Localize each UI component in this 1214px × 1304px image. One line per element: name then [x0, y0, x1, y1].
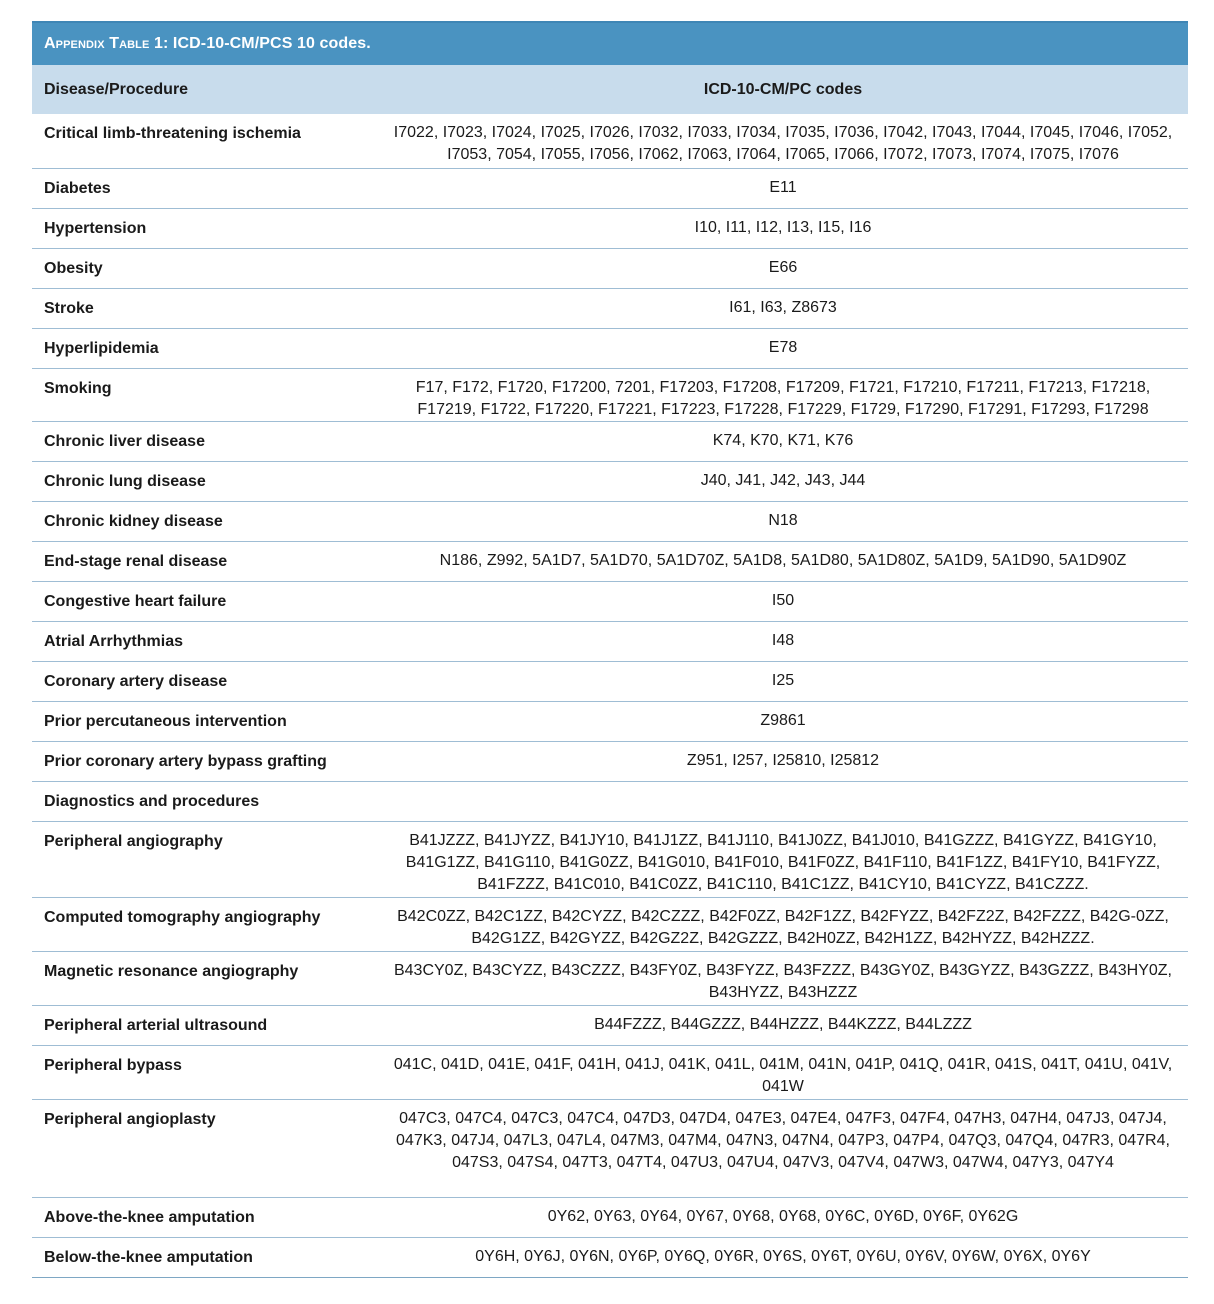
table-row — [32, 742, 1188, 782]
table-row — [32, 662, 1188, 702]
table-row — [32, 1006, 1188, 1046]
table-row — [32, 1238, 1188, 1278]
table-row — [32, 502, 1188, 542]
table-title-prefix: Appendix Table 1: — [44, 35, 169, 52]
table-row — [32, 582, 1188, 622]
row-codes: I48 — [771, 632, 795, 649]
row-codes: I50 — [771, 592, 795, 609]
table-row — [32, 462, 1188, 502]
table-title-rest: ICD-10-CM/PCS 10 codes. — [168, 35, 371, 52]
row-label: Hypertension — [44, 220, 147, 237]
row-label: Above-the-knee amputation — [44, 1209, 255, 1226]
row-codes: 0Y6H, 0Y6J, 0Y6N, 0Y6P, 0Y6Q, 0Y6R, 0Y6S, 0Y6T, 0Y6U, 0Y6V, 0Y6W, 0Y6X, 0Y6Y — [475, 1248, 1091, 1265]
row-label: Congestive heart failure — [44, 593, 227, 610]
row-label: Peripheral angioplasty — [44, 1111, 216, 1128]
table-row — [32, 952, 1188, 1006]
row-codes: 041C, 041D, 041E, 041F, 041H, 041J, 041K, 041L, 041M, 041N, 041P, 041Q, 041R, 041S, 041T, 041U, 041V, 041W — [393, 1056, 1173, 1095]
table-header-row — [32, 65, 1188, 114]
row-label: Critical limb-threatening ischemia — [44, 125, 301, 142]
row-label: Obesity — [44, 260, 103, 277]
row-label: Chronic lung disease — [44, 473, 206, 490]
table-row — [32, 1198, 1188, 1238]
row-codes: E11 — [769, 179, 797, 196]
table-body — [32, 114, 1188, 1278]
table-row — [32, 249, 1188, 289]
row-label: Hyperlipidemia — [44, 340, 159, 357]
table-row — [32, 822, 1188, 898]
table-row — [32, 329, 1188, 369]
row-codes: J40, J41, J42, J43, J44 — [700, 472, 866, 489]
row-codes: B42C0ZZ, B42C1ZZ, B42CYZZ, B42CZZZ, B42F0ZZ, B42F1ZZ, B42FYZZ, B42FZ2Z, B42FZZZ, B42G-0ZZ, B42G1ZZ, B42GYZZ, B42GZ2Z, B42GZZZ, B42H0ZZ, B42H1ZZ, B42HYZZ, B42HZZZ. — [397, 908, 1169, 947]
row-label: Stroke — [44, 300, 94, 317]
row-codes: N18 — [768, 512, 798, 529]
row-codes: Z9861 — [760, 712, 806, 729]
table-row — [32, 369, 1188, 422]
row-codes: E66 — [768, 259, 798, 276]
row-label: Atrial Arrhythmias — [44, 633, 183, 650]
table-row — [32, 169, 1188, 209]
table-row — [32, 1100, 1188, 1198]
row-codes: I61, I63, Z8673 — [729, 299, 837, 316]
row-codes: B44FZZZ, B44GZZZ, B44HZZZ, B44KZZZ, B44LZZZ — [594, 1016, 972, 1033]
row-codes: Z951, I257, I25810, I25812 — [686, 752, 880, 769]
table-row — [32, 782, 1188, 822]
row-codes: 0Y62, 0Y63, 0Y64, 0Y67, 0Y68, 0Y68, 0Y6C, 0Y6D, 0Y6F, 0Y62G — [547, 1208, 1019, 1225]
row-codes: 047C3, 047C4, 047C3, 047C4, 047D3, 047D4, 047E3, 047E4, 047F3, 047F4, 047H3, 047H4, 047J3, 047J4, 047K3, 047J4, 047L3, 047L4, 047M3, 047M4, 047N3, 047N4, 047P3, 047P4, 047Q3, 047Q4, 047R3, 047R4, 047S3, 047S4, 047T3, 047T4, 047U3, 047U4, 047V3, 047V4, 047W3, 047W4, 047Y3, 047Y4 — [396, 1110, 1170, 1171]
row-codes: E78 — [768, 339, 798, 356]
table-row — [32, 114, 1188, 169]
appendix-table — [32, 21, 1188, 1278]
row-label: Coronary artery disease — [44, 673, 228, 690]
table-title — [32, 21, 1188, 65]
row-label: Peripheral bypass — [44, 1057, 182, 1074]
row-codes: B43CY0Z, B43CYZZ, B43CZZZ, B43FY0Z, B43FYZZ, B43FZZZ, B43GY0Z, B43GYZZ, B43GZZZ, B43HY0Z, B43HYZZ, B43HZZZ — [393, 962, 1172, 1001]
row-label: Magnetic resonance angiography — [44, 963, 299, 980]
row-label: Diagnostics and procedures — [44, 793, 260, 810]
table-row — [32, 209, 1188, 249]
table-row — [32, 542, 1188, 582]
row-codes: I10, I11, I12, I13, I15, I16 — [694, 219, 872, 236]
row-codes: K74, K70, K71, K76 — [712, 432, 854, 449]
table-row — [32, 702, 1188, 742]
row-label: Prior percutaneous intervention — [44, 713, 287, 730]
row-label: End-stage renal disease — [44, 553, 228, 570]
table-row — [32, 422, 1188, 462]
row-codes: B41JZZZ, B41JYZZ, B41JY10, B41J1ZZ, B41J110, B41J0ZZ, B41J010, B41GZZZ, B41GYZZ, B41GY10, B41G1ZZ, B41G110, B41G0ZZ, B41G010, B41F010, B41F0ZZ, B41F110, B41F1ZZ, B41FY10, B41FYZZ, B41FZZZ, B41C010, B41C0ZZ, B41C110, B41C1ZZ, B41CY10, B41CYZZ, B41CZZZ. — [405, 832, 1161, 893]
row-label: Peripheral angiography — [44, 833, 223, 850]
table-row — [32, 289, 1188, 329]
row-codes: I7022, I7023, I7024, I7025, I7026, I7032, I7033, I7034, I7035, I7036, I7042, I7043, I7044, I7045, I7046, I7052, I7053, 7054, I7055, I7056, I7062, I7063, I7064, I7065, I7066, I7072, I7073, I7074, I7075, I7076 — [393, 124, 1173, 163]
row-label: Prior coronary artery bypass grafting — [44, 753, 327, 770]
row-codes — [378, 782, 1188, 821]
row-label: Chronic liver disease — [44, 433, 205, 450]
header-disease-procedure: Disease/Procedure — [44, 80, 189, 98]
table-row — [32, 898, 1188, 952]
row-codes: N186, Z992, 5A1D7, 5A1D70, 5A1D70Z, 5A1D8, 5A1D80, 5A1D80Z, 5A1D9, 5A1D90, 5A1D90Z — [439, 552, 1127, 569]
table-row — [32, 1046, 1188, 1100]
header-icd-codes: ICD-10-CM/PC codes — [703, 80, 863, 98]
row-label: Chronic kidney disease — [44, 513, 223, 530]
table-row — [32, 622, 1188, 662]
row-label: Diabetes — [44, 180, 111, 197]
row-label: Below-the-knee amputation — [44, 1249, 253, 1266]
row-label: Peripheral arterial ultrasound — [44, 1017, 268, 1034]
row-label: Computed tomography angiography — [44, 909, 321, 926]
row-label: Smoking — [44, 380, 112, 397]
row-codes: I25 — [771, 672, 795, 689]
row-codes: F17, F172, F1720, F17200, 7201, F17203, F17208, F17209, F1721, F17210, F17211, F17213, F17218, F17219, F1722, F17220, F17221, F17223, F17228, F17229, F1729, F17290, F17291, F17293, F17298 — [415, 379, 1151, 418]
